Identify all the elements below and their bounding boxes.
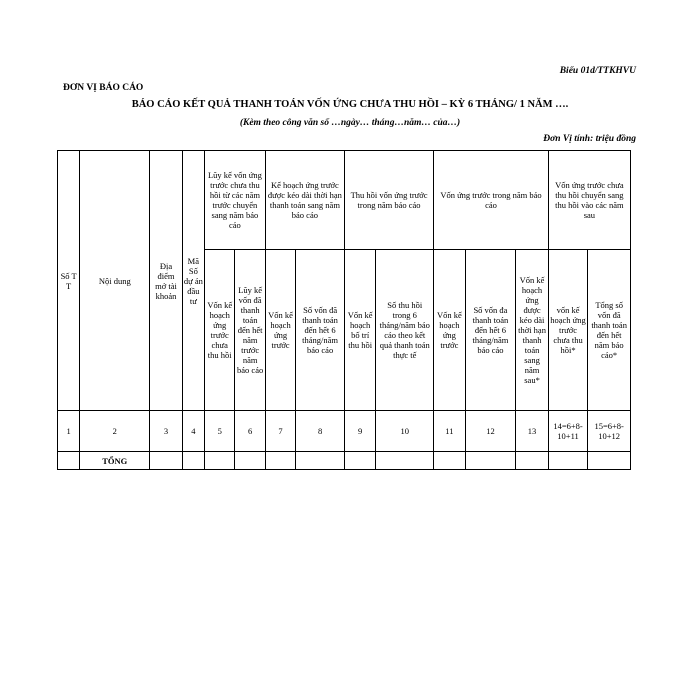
form-code: Biểu 01d/TTKHVU (559, 66, 636, 76)
col-13-header: Vốn kế hoạch ứng được kéo dài thời hạn thanh toán sang năm sau* (516, 250, 548, 411)
report-table (57, 150, 631, 470)
header-row-1 (58, 151, 631, 250)
total-row (58, 452, 631, 470)
col-number: 2 (80, 411, 150, 452)
col-number: 7 (265, 411, 295, 452)
report-title: BÁO CÁO KẾT QUẢ THANH TOÁN VỐN ỨNG CHƯA THU HỒI – KỲ 6 THÁNG/ 1 NĂM …. (131, 99, 569, 110)
col-dia-diem-header: Địa điểm mở tài khoản (150, 151, 182, 411)
total-cell (465, 452, 516, 470)
col-8-header: Số vốn đã thanh toán đến hết 6 tháng/năm báo cáo (296, 250, 345, 411)
col-noi-dung-header: Nội dung (80, 151, 150, 411)
column-number-row (58, 411, 631, 452)
report-subtitle: (Kèm theo công văn số …ngày… tháng…năm… của…) (239, 118, 461, 128)
total-cell (58, 452, 80, 470)
total-cell (296, 452, 345, 470)
group-thu-hoi-header: Thu hồi vốn ứng trước trong năm báo cáo (344, 151, 433, 250)
group-ke-hoach-header: Kế hoạch ứng trước được kéo dài thời hạn thanh toán sang năm báo cáo (265, 151, 344, 250)
col-14-header: vốn kế hoạch ứng trước chưa thu hồi* (548, 250, 588, 411)
col-number: 13 (516, 411, 548, 452)
col-number: 1 (58, 411, 80, 452)
col-10-header: Số thu hồi trong 6 tháng/năm báo cáo theo kết quả thanh toán thực tế (376, 250, 434, 411)
col-15-header: Tổng số vốn đã thanh toán đến hết năm báo cáo* (588, 250, 631, 411)
col-number: 8 (296, 411, 345, 452)
total-cell (434, 452, 465, 470)
col-number: 12 (465, 411, 516, 452)
total-cell (205, 452, 235, 470)
group-chuyen-sang-header: Vốn ứng trước chưa thu hồi chuyển sang thu hồi vào các năm sau (548, 151, 630, 250)
total-cell (376, 452, 434, 470)
total-cell (182, 452, 204, 470)
col-number: 6 (235, 411, 265, 452)
col-number: 9 (344, 411, 375, 452)
total-cell (548, 452, 588, 470)
col-number: 14=6+8-10+11 (548, 411, 588, 452)
total-cell (150, 452, 182, 470)
total-cell (235, 452, 265, 470)
reporting-unit: ĐƠN VỊ BÁO CÁO (63, 83, 144, 93)
unit-label: Đơn Vị tính: triệu đồng (543, 134, 636, 144)
col-stt-header: Số T T (58, 151, 80, 411)
total-cell (265, 452, 295, 470)
total-cell (588, 452, 631, 470)
group-von-ung-header: Vốn ứng trước trong năm báo cáo (434, 151, 549, 250)
col-5-header: Vốn kế hoạch ứng trước chưa thu hồi (205, 250, 235, 411)
col-7-header: Vốn kế hoạch ứng trước (265, 250, 295, 411)
col-number: 4 (182, 411, 204, 452)
col-number: 10 (376, 411, 434, 452)
col-number: 5 (205, 411, 235, 452)
total-cell (516, 452, 548, 470)
col-12-header: Số vốn đa thanh toán đến hết 6 tháng/năm báo cáo (465, 250, 516, 411)
col-number: 11 (434, 411, 465, 452)
col-9-header: Vốn kế hoạch bố trí thu hồi (344, 250, 375, 411)
col-6-header: Lũy kế vốn đã thanh toán đến hết năm trước năm báo cáo (235, 250, 265, 411)
group-luy-ke-header: Lũy kế vốn ứng trước chưa thu hồi từ các năm trước chuyển sang năm báo cáo (205, 151, 266, 250)
col-number: 3 (150, 411, 182, 452)
col-number: 15=6+8-10+12 (588, 411, 631, 452)
col-11-header: Vốn kế hoạch ứng trước (434, 250, 465, 411)
total-cell (344, 452, 375, 470)
col-ma-so-header: Mã Số dự án đầu tư (182, 151, 204, 411)
total-label: TỔNG (80, 452, 150, 470)
